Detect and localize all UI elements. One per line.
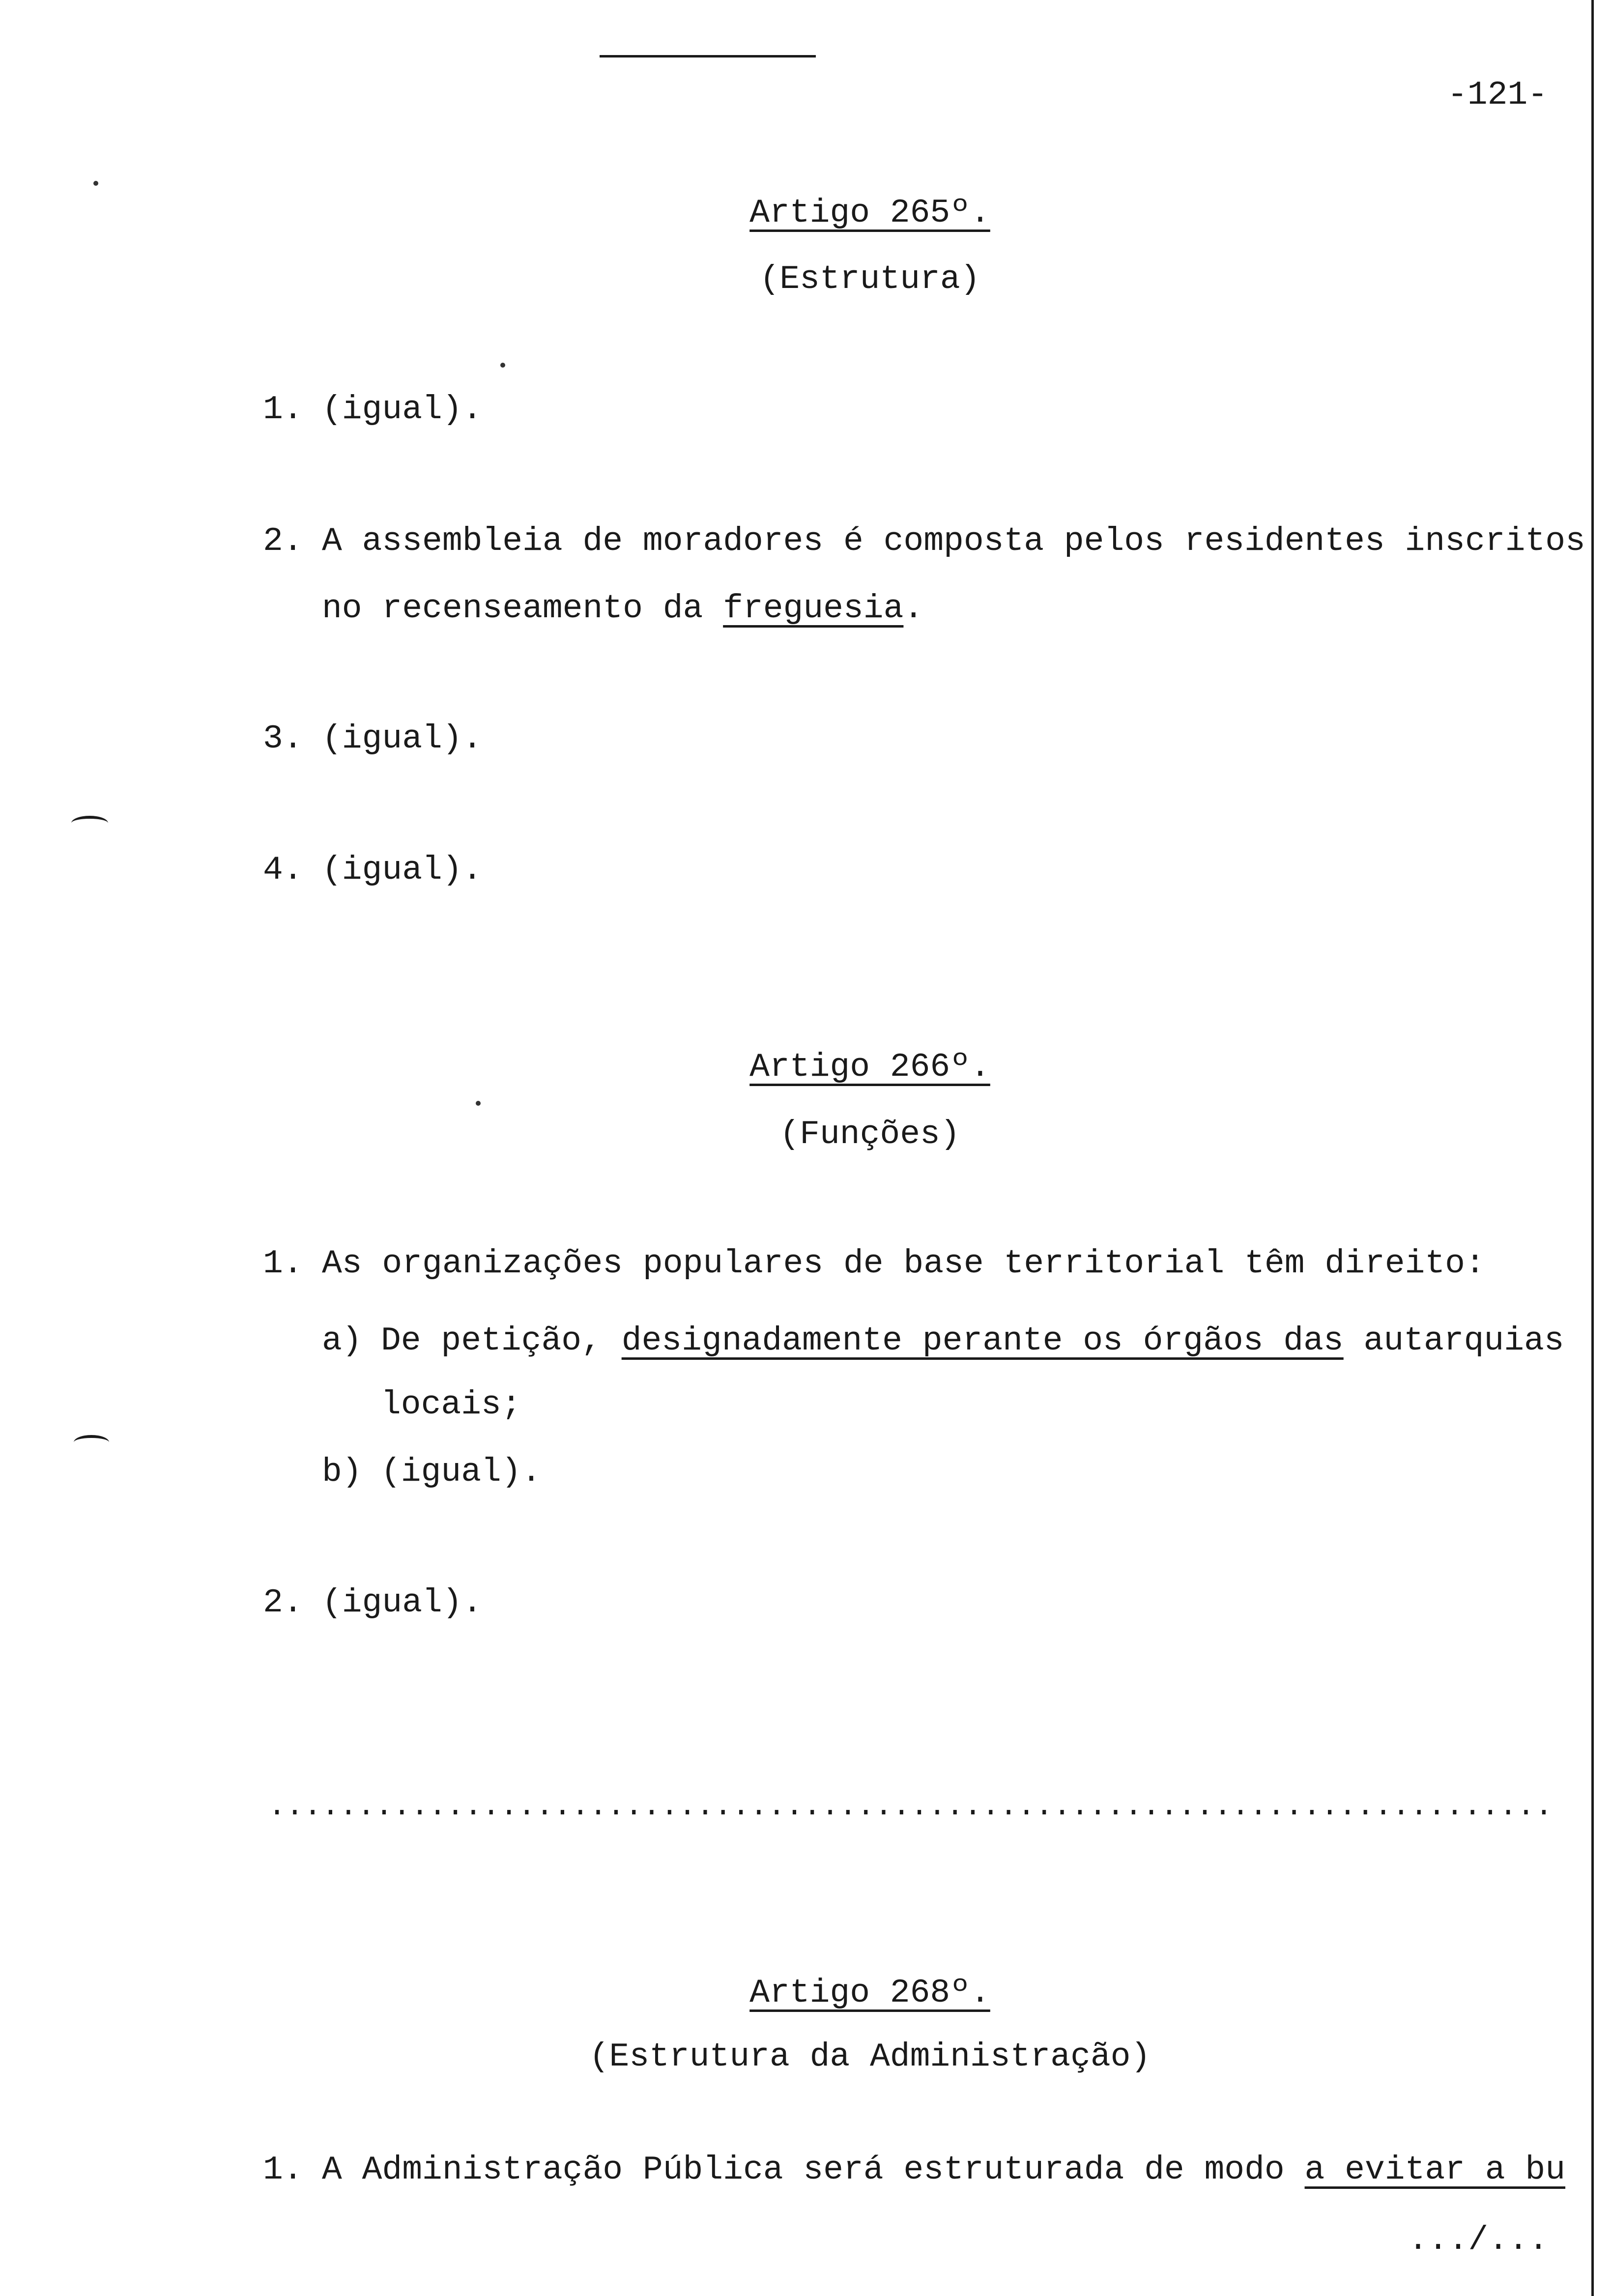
scan-mark	[71, 816, 108, 831]
dotted-separator: ........................................................................	[268, 1789, 1553, 1824]
scan-speck	[476, 1101, 481, 1106]
scan-speck	[93, 181, 98, 186]
article-265-item-3-number: 3.	[263, 720, 303, 758]
article-266-item-a-label: a)	[322, 1322, 362, 1360]
article-265-item-1-text: (igual).	[322, 391, 483, 429]
article-268-item-1-number: 1.	[263, 2151, 303, 2189]
top-mark	[600, 55, 816, 57]
article-266-item-b-label: b)	[322, 1453, 362, 1491]
underlined-freguesia: freguesia	[723, 590, 904, 628]
article-265-item-2-line-2	[322, 592, 923, 626]
right-page-edge	[1591, 0, 1594, 2296]
article-266-item-a-line-1	[381, 1324, 1564, 1358]
article-265-item-4-text: (igual).	[322, 851, 483, 889]
article-266-item-2-number: 2.	[263, 1584, 303, 1622]
article-268-subtitle: (Estrutura da Administração)	[589, 2038, 1151, 2076]
line-text-end: .	[903, 590, 924, 628]
page-number: -121-	[1447, 76, 1548, 114]
article-265-item-2-number: 2.	[263, 522, 303, 560]
article-268-item-1-text	[322, 2153, 1565, 2187]
article-266-item-a-line-2: locais;	[381, 1386, 521, 1424]
article-266-subtitle: (Funções)	[779, 1116, 960, 1153]
article-265-item-3-text: (igual).	[322, 720, 483, 758]
underlined-phrase: a evitar a bu	[1304, 2151, 1566, 2189]
line-text: A Administração Pública será estruturada de modo	[322, 2151, 1305, 2189]
article-266-item-b-text: (igual).	[381, 1453, 542, 1491]
article-265-heading: Artigo 265º.	[749, 194, 990, 232]
scan-mark	[74, 1435, 109, 1450]
article-265-subtitle: (Estrutura)	[759, 260, 980, 298]
article-266-item-1-number: 1.	[263, 1245, 303, 1283]
line-text: De petição,	[381, 1322, 622, 1360]
line-text: no recenseamento da	[322, 590, 723, 628]
line-text-end: autarquias	[1343, 1322, 1564, 1360]
article-266-heading: Artigo 266º.	[749, 1048, 990, 1086]
continuation-mark: .../...	[1408, 2221, 1549, 2259]
article-266-item-1-text: As organizações populares de base territorial têm direito:	[322, 1245, 1485, 1283]
article-266-item-2-text: (igual).	[322, 1584, 483, 1622]
scan-speck	[500, 363, 505, 368]
underlined-phrase: designadamente perante os órgãos das	[621, 1322, 1344, 1360]
article-265-item-1-number: 1.	[263, 391, 303, 429]
article-268-heading: Artigo 268º.	[749, 1974, 990, 2012]
article-265-item-2-line-1: A assembleia de moradores é composta pelos residentes inscritos	[322, 522, 1585, 560]
article-265-item-4-number: 4.	[263, 851, 303, 889]
